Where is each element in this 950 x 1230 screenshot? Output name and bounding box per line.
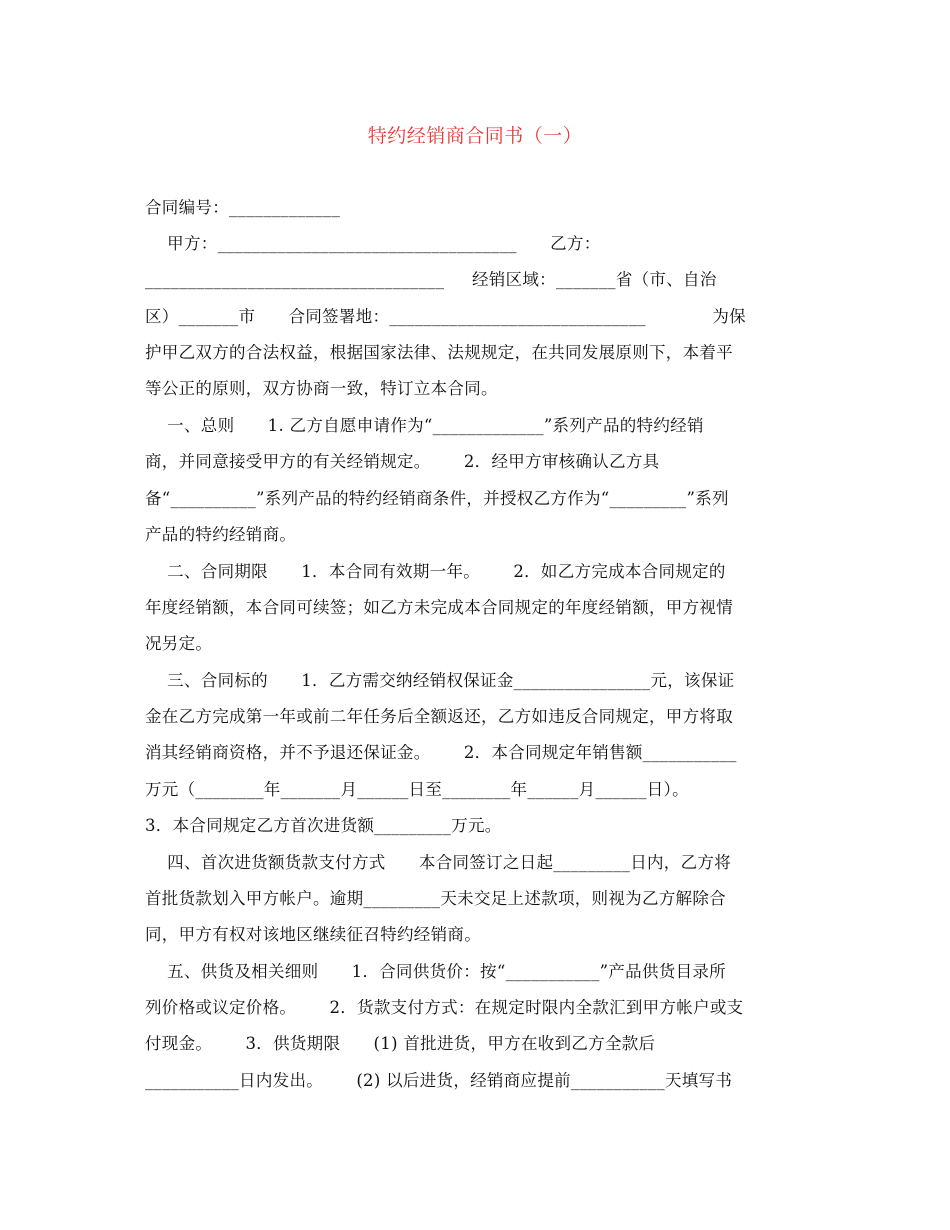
text-line: 五、供货及相关细则 1．合同供货价：按“___________”产品供货目录所	[145, 962, 726, 981]
text-line: 产品的特约经销商。	[145, 525, 297, 544]
text-line: 列价格或议定价格。 2．货款支付方式：在规定时限内全款汇到甲方帐户或支	[145, 998, 744, 1017]
text-line: 付现金。 3．供货期限 (1) 首批进货，甲方在收到乙方全款后	[145, 1034, 656, 1053]
text-line: 3．本合同规定乙方首次进货额_________万元。	[145, 816, 502, 835]
text-line: 年度经销额，本合同可续签；如乙方未完成本合同规定的年度经销额，甲方视情	[145, 598, 733, 617]
text-line: 消其经销商资格，并不予退还保证金。 2．本合同规定年销售额___________	[145, 743, 737, 762]
text-line: ___________日内发出。 (2) 以后进货，经销商应提前___________天填写书	[145, 1071, 733, 1090]
text-line: 二、合同期限 1．本合同有效期一年。 2．如乙方完成本合同规定的	[145, 562, 726, 581]
text-line: 三、合同标的 1．乙方需交纳经销权保证金________________元，该保证	[145, 671, 735, 690]
text-line: 一、总则 1. 乙方自愿申请作为“_____________”系列产品的特约经销	[145, 416, 704, 435]
text-line: 金在乙方完成第一年或前二年任务后全额返还，乙方如违反合同规定，甲方将取	[145, 707, 733, 726]
text-line: 四、首次进货额货款支付方式 本合同签订之日起_________日内，乙方将	[145, 853, 731, 872]
text-line: 况另定。	[145, 634, 213, 653]
text-line: 备“__________”系列产品的特约经销商条件，并授权乙方作为“_________”系列	[145, 489, 729, 508]
text-line: ___________________________________ 经销区域：_______省（市、自治	[145, 270, 717, 289]
text-line: 护甲乙双方的合法权益，根据国家法律、法规规定，在共同发展原则下，本着平	[145, 343, 733, 362]
text-line: 甲方：___________________________________ 乙方：	[145, 234, 601, 253]
text-line: 等公正的原则，双方协商一致，特订立本合同。	[145, 379, 498, 398]
text-line: 合同编号：_____________	[145, 198, 341, 217]
text-line: 商，并同意接受甲方的有关经销规定。 2．经甲方审核确认乙方具	[145, 452, 660, 471]
text-line: 万元（________年_______月______日至________年______月______日）。	[145, 780, 689, 799]
text-line: 首批货款划入甲方帐户。逾期_________天未交足上述款项，则视为乙方解除合	[145, 889, 726, 908]
document-title: 特约经销商合同书（一）	[367, 125, 583, 147]
text-line: 同，甲方有权对该地区继续征召特约经销商。	[145, 925, 481, 944]
text-line: 区）_______市 合同签署地：______________________________ 为保	[145, 307, 746, 326]
